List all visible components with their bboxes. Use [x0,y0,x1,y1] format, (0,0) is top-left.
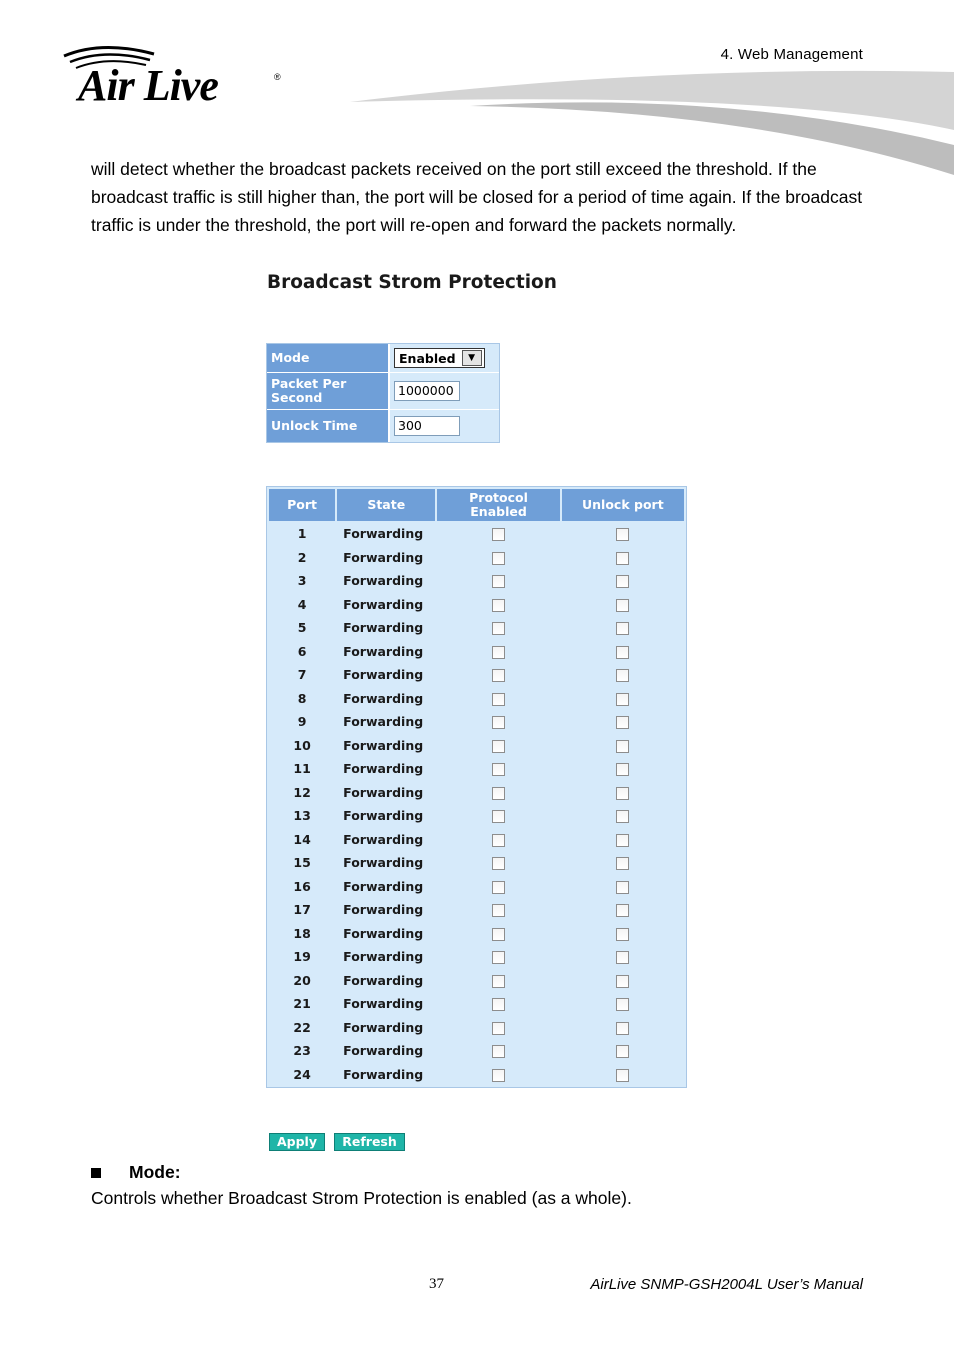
port-state: Forwarding [343,1066,424,1082]
port-state: Forwarding [343,949,424,965]
protocol-enabled-cell [437,899,559,921]
unlock-port-cell [562,641,684,663]
protocol-enabled-checkbox[interactable] [492,928,505,941]
mode-select-value: Enabled [399,350,456,366]
port-number: 14 [293,831,311,847]
protocol-enabled-cell [437,641,559,663]
panel-title: Broadcast Strom Protection [267,272,557,293]
chevron-down-icon[interactable]: ▼ [462,350,482,366]
col-header-state: State [337,489,435,521]
port-state: Forwarding [343,855,424,871]
protocol-enabled-checkbox[interactable] [492,646,505,659]
table-row [269,805,684,827]
protocol-enabled-checkbox[interactable] [492,998,505,1011]
protocol-enabled-checkbox[interactable] [492,552,505,565]
protocol-enabled-checkbox[interactable] [492,1069,505,1082]
unlock-port-checkbox[interactable] [616,928,629,941]
port-number: 19 [293,949,311,965]
section-label: 4. Web Management [720,46,863,63]
port-state: Forwarding [343,808,424,824]
unlock-port-cell [562,876,684,898]
port-number: 7 [297,667,307,683]
unlock-port-cell [562,735,684,757]
port-state: Forwarding [343,831,424,847]
protocol-enabled-cell [437,829,559,851]
table-row [269,688,684,710]
table-row [269,876,684,898]
port-number: 18 [293,925,311,941]
port-table-header [269,489,684,521]
unlock-port-cell [562,923,684,945]
table-row [269,735,684,757]
unlock-port-checkbox[interactable] [616,834,629,847]
unlock-port-cell [562,594,684,616]
section-heading-text: Mode: [129,1162,181,1182]
table-row [269,993,684,1015]
form-row-pps [267,373,499,410]
form-row-unlock [267,410,499,442]
unlock-port-checkbox[interactable] [616,763,629,776]
unlock-port-checkbox[interactable] [616,1045,629,1058]
table-row [269,594,684,616]
unlock-port-checkbox[interactable] [616,575,629,588]
manual-title: AirLive SNMP-GSH2004L User’s Manual [590,1276,863,1293]
protocol-enabled-checkbox[interactable] [492,575,505,588]
port-number: 12 [293,784,311,800]
port-state: Forwarding [343,737,424,753]
table-row [269,899,684,921]
protocol-enabled-cell [437,688,559,710]
protocol-enabled-checkbox[interactable] [492,622,505,635]
port-number: 8 [297,690,307,706]
protocol-enabled-checkbox[interactable] [492,904,505,917]
unlock-port-cell [562,547,684,569]
page-number: 37 [429,1276,444,1292]
table-row [269,711,684,733]
port-number: 4 [297,596,307,612]
port-state: Forwarding [343,573,424,589]
port-state: Forwarding [343,667,424,683]
logo-wordmark: Air Live [78,61,218,110]
protocol-enabled-cell [437,735,559,757]
unlock-port-cell [562,782,684,804]
protocol-enabled-cell [437,993,559,1015]
unlock-port-checkbox[interactable] [616,857,629,870]
port-state: Forwarding [343,1043,424,1059]
port-state: Forwarding [343,972,424,988]
unlock-port-cell [562,1017,684,1039]
unlock-port-cell [562,829,684,851]
port-number: 11 [293,761,311,777]
table-row [269,523,684,545]
protocol-enabled-cell [437,617,559,639]
protocol-enabled-cell [437,594,559,616]
unlock-port-checkbox[interactable] [616,1069,629,1082]
protocol-enabled-cell [437,523,559,545]
protocol-enabled-cell [437,946,559,968]
protocol-enabled-cell [437,547,559,569]
col-header-port: Port [269,489,335,521]
table-row [269,852,684,874]
unlock-port-cell [562,1040,684,1062]
port-state: Forwarding [343,549,424,565]
port-state: Forwarding [343,996,424,1012]
port-state: Forwarding [343,761,424,777]
port-number: 21 [293,996,311,1012]
port-number: 24 [293,1066,311,1082]
unlock-port-cell [562,993,684,1015]
unlock-port-checkbox[interactable] [616,716,629,729]
port-number: 16 [293,878,311,894]
unlock-port-checkbox[interactable] [616,693,629,706]
table-row [269,1017,684,1039]
col-header-unlock-port: Unlock port [562,489,684,521]
pps-input[interactable]: 1000000 [394,381,460,401]
protocol-enabled-checkbox[interactable] [492,857,505,870]
protocol-enabled-checkbox[interactable] [492,763,505,776]
table-row [269,970,684,992]
unlock-port-cell [562,711,684,733]
unlock-port-checkbox[interactable] [616,528,629,541]
pps-label: Packet Per Second [267,373,390,409]
protocol-enabled-checkbox[interactable] [492,975,505,988]
square-bullet-icon [91,1168,101,1178]
unlock-port-checkbox[interactable] [616,787,629,800]
unlock-time-label: Unlock Time [267,410,390,442]
protocol-enabled-checkbox[interactable] [492,669,505,682]
unlock-port-checkbox[interactable] [616,810,629,823]
unlock-time-input[interactable]: 300 [394,416,460,436]
port-table [266,486,687,1088]
port-number: 15 [293,855,311,871]
mode-select[interactable] [394,348,485,368]
unlock-port-cell [562,970,684,992]
protocol-enabled-checkbox[interactable] [492,787,505,800]
unlock-port-cell [562,664,684,686]
unlock-port-cell [562,570,684,592]
protocol-enabled-cell [437,1064,559,1086]
mode-label: Mode [267,344,390,372]
unlock-port-checkbox[interactable] [616,669,629,682]
port-number: 23 [293,1043,311,1059]
protocol-enabled-cell [437,782,559,804]
protocol-enabled-checkbox[interactable] [492,740,505,753]
port-state: Forwarding [343,596,424,612]
settings-form [266,343,500,443]
port-state: Forwarding [343,902,424,918]
table-row [269,570,684,592]
port-number: 3 [297,573,307,589]
unlock-port-cell [562,852,684,874]
unlock-port-cell [562,688,684,710]
unlock-port-checkbox[interactable] [616,975,629,988]
unlock-port-cell [562,899,684,921]
unlock-port-checkbox[interactable] [616,951,629,964]
unlock-port-checkbox[interactable] [616,998,629,1011]
table-row [269,782,684,804]
unlock-port-checkbox[interactable] [616,904,629,917]
port-number: 13 [293,808,311,824]
table-row [269,758,684,780]
table-row [269,829,684,851]
protocol-enabled-cell [437,711,559,733]
port-state: Forwarding [343,714,424,730]
protocol-enabled-checkbox[interactable] [492,1045,505,1058]
port-state: Forwarding [343,526,424,542]
protocol-enabled-checkbox[interactable] [492,1022,505,1035]
port-number: 22 [293,1019,311,1035]
section-heading [91,1162,181,1183]
port-number: 2 [297,549,307,565]
port-number: 6 [297,643,307,659]
unlock-port-cell [562,946,684,968]
port-state: Forwarding [343,925,424,941]
port-state: Forwarding [343,620,424,636]
protocol-enabled-checkbox[interactable] [492,951,505,964]
port-state: Forwarding [343,878,424,894]
port-number: 9 [297,714,307,730]
protocol-enabled-cell [437,876,559,898]
form-row-mode [267,344,499,373]
port-state: Forwarding [343,1019,424,1035]
unlock-port-cell [562,758,684,780]
protocol-enabled-checkbox[interactable] [492,528,505,541]
port-number: 17 [293,902,311,918]
unlock-port-cell [562,1064,684,1086]
unlock-port-cell [562,805,684,827]
unlock-port-checkbox[interactable] [616,1022,629,1035]
protocol-enabled-cell [437,923,559,945]
table-row [269,923,684,945]
table-row [269,664,684,686]
table-row [269,1040,684,1062]
port-number: 5 [297,620,307,636]
protocol-enabled-cell [437,970,559,992]
table-row [269,1064,684,1086]
protocol-enabled-checkbox[interactable] [492,881,505,894]
airlive-logo [62,42,292,108]
protocol-enabled-cell [437,570,559,592]
unlock-port-checkbox[interactable] [616,552,629,565]
protocol-enabled-checkbox[interactable] [492,810,505,823]
table-row [269,641,684,663]
unlock-port-checkbox[interactable] [616,646,629,659]
protocol-enabled-checkbox[interactable] [492,716,505,729]
port-number: 10 [293,737,311,753]
protocol-enabled-cell [437,852,559,874]
unlock-port-checkbox[interactable] [616,599,629,612]
protocol-enabled-cell [437,758,559,780]
port-state: Forwarding [343,784,424,800]
protocol-enabled-cell [437,1017,559,1039]
refresh-button[interactable]: Refresh [334,1133,405,1151]
protocol-enabled-cell [437,664,559,686]
logo-registered-mark: ® [274,72,281,82]
unlock-port-checkbox[interactable] [616,881,629,894]
protocol-enabled-checkbox[interactable] [492,599,505,612]
unlock-port-checkbox[interactable] [616,622,629,635]
section-description: Controls whether Broadcast Strom Protection is enabled (as a whole). [91,1188,632,1208]
protocol-enabled-cell [437,1040,559,1062]
protocol-enabled-checkbox[interactable] [492,834,505,847]
table-row [269,617,684,639]
port-state: Forwarding [343,690,424,706]
port-state: Forwarding [343,643,424,659]
unlock-port-cell [562,523,684,545]
protocol-enabled-checkbox[interactable] [492,693,505,706]
apply-button[interactable]: Apply [269,1133,325,1151]
table-row [269,547,684,569]
intro-paragraph: will detect whether the broadcast packets received on the port still exceed the threshold. If the broadcast traffic is still higher than, the port will be closed for a period of time again. If the broadcast traffic is under the threshold, the port will re-open and forward the packets normally. [91,159,863,235]
protocol-enabled-cell [437,805,559,827]
unlock-port-checkbox[interactable] [616,740,629,753]
port-number: 1 [297,526,307,542]
port-number: 20 [293,972,311,988]
table-row [269,946,684,968]
col-header-protocol-enabled: Protocol Enabled [437,489,559,521]
unlock-port-cell [562,617,684,639]
